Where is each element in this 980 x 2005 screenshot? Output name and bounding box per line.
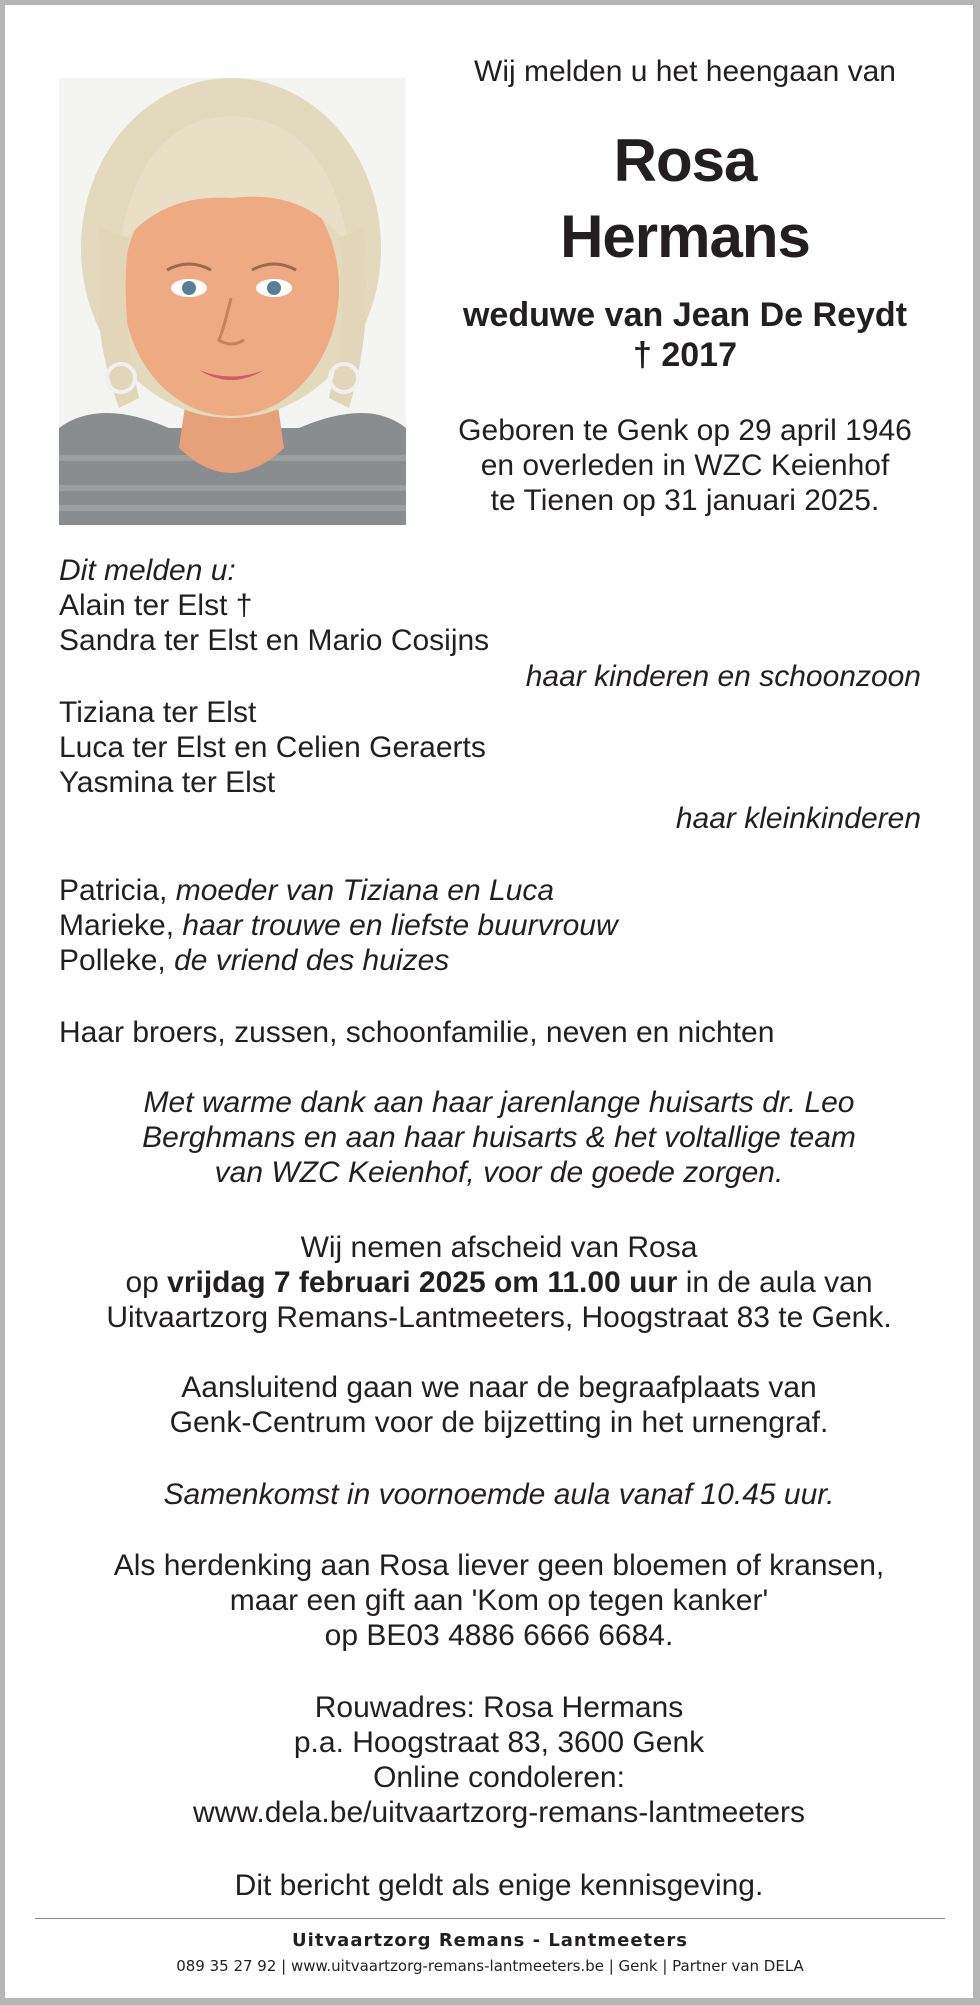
children-label: haar kinderen en schoonzoon: [525, 660, 921, 693]
other-relative: Marieke, haar trouwe en liefste buurvrouw: [59, 909, 618, 942]
other-relative: Polleke, de vriend des huizes: [59, 944, 450, 977]
thanks-text: Met warme dank aan haar jarenlange huisarts dr. Leo Berghmans en aan haar huisarts & het voltallige team van WZC Keienhof, voor de goede zorgen.: [142, 1086, 856, 1189]
birth-line: te Tienen op 31 januari 2025.: [490, 484, 880, 517]
burial-text: Aansluitend gaan we naar de begraafplaats van Genk-Centrum voor de bijzetting in het urnengraf.: [169, 1371, 829, 1439]
footer-company: Uitvaartzorg Remans - Lantmeeters: [292, 1930, 688, 1951]
notice-text: Dit bericht geldt als enige kennisgeving.: [234, 1869, 764, 1902]
grandchild-name: Tiziana ter Elst: [59, 696, 257, 729]
donation-text: Als herdenking aan Rosa liever geen bloemen of kransen, maar een gift aan 'Kom op tegen kanker' op BE03 4886 6666 6684.: [113, 1549, 885, 1652]
portrait-photo: [59, 78, 406, 525]
family-heading: Dit melden u:: [59, 554, 236, 587]
ceremony-date: vrijdag 7 februari 2025 om 11.00 uur: [167, 1266, 678, 1299]
first-name: Rosa: [613, 127, 757, 194]
relatives-text: Haar broers, zussen, schoonfamilie, neven en nichten: [59, 1016, 775, 1049]
grandchild-name: Yasmina ter Elst: [59, 766, 276, 799]
widow-info: [435, 295, 935, 375]
child-name: Alain ter Elst †: [59, 589, 253, 622]
birth-line: Geboren te Genk op 29 april 1946: [458, 414, 912, 447]
grandchild-name: Luca ter Elst en Celien Geraerts: [59, 731, 486, 764]
condolence-link[interactable]: www.dela.be/uitvaartzorg-remans-lantmeeters: [193, 1796, 805, 1829]
family-others: [59, 873, 939, 978]
other-relative: Patricia, moeder van Tiziana en Luca: [59, 874, 555, 907]
ceremony-text: Wij nemen afscheid van Rosa op vrijdag 7 februari 2025 om 11.00 uur in de aula van Uitvaartzorg Remans-Lantmeeters, Hoogstraat 83 te Genk.: [106, 1231, 892, 1334]
birth-death-info: [425, 413, 945, 518]
child-name: Sandra ter Elst en Mario Cosijns: [59, 624, 490, 657]
intro-text: Wij melden u het heengaan van: [474, 55, 896, 88]
last-name: Hermans: [560, 203, 810, 270]
address-text: Rouwadres: Rosa Hermans p.a. Hoogstraat 83, 3600 Genk Online condoleren: www.dela.be/uitvaartzorg-remans-lantmeeters: [59, 1690, 939, 1830]
family-children: [59, 553, 939, 658]
spouse-death: † 2017: [633, 336, 737, 374]
birth-line: en overleden in WZC Keienhof: [480, 449, 890, 482]
widow-of: weduwe van Jean De Reydt: [462, 296, 908, 334]
portrait-illustration: [59, 78, 406, 525]
footer-contact: 089 35 27 92 | www.uitvaartzorg-remans-lantmeeters.be | Genk | Partner van DELA: [176, 1957, 804, 1975]
deceased-name: [435, 123, 935, 275]
family-grandchildren: [59, 695, 939, 800]
grandchildren-label: haar kleinkinderen: [675, 802, 921, 835]
obituary-card: [5, 5, 973, 1998]
footer-divider: [35, 1918, 945, 1919]
gathering-text: Samenkomst in voornoemde aula vanaf 10.45 uur.: [163, 1478, 835, 1511]
